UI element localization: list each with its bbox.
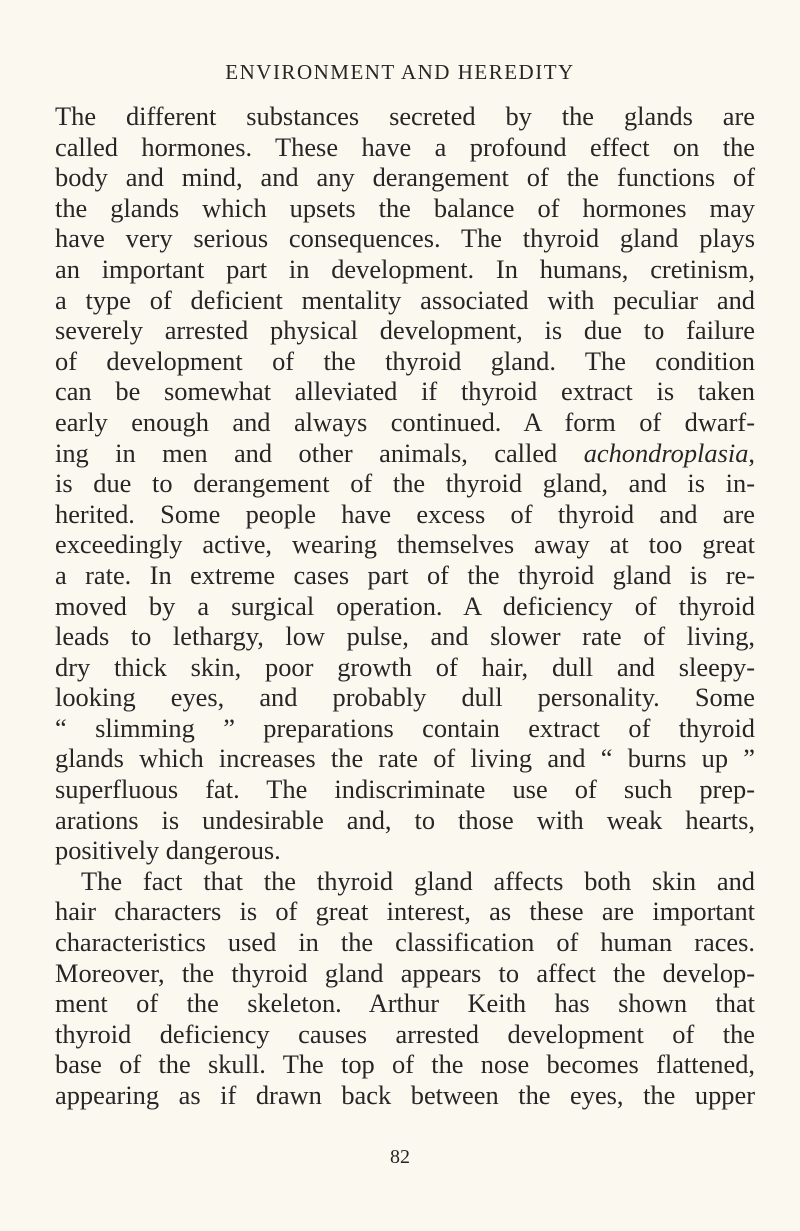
text-line: a rate. In extreme cases part of the thyroid gland is re- <box>55 559 755 590</box>
text-line: hair characters is of great interest, as these are important <box>55 896 755 927</box>
text-line: glands which increases the rate of living and “ burns up ” <box>55 743 755 774</box>
text-line: base of the skull. The top of the nose becomes flattened, <box>55 1049 755 1080</box>
text-line: looking eyes, and probably dull personality. Some <box>55 682 755 713</box>
text-line: can be somewhat alleviated if thyroid extract is taken <box>55 376 755 407</box>
text-line: exceedingly active, wearing themselves away at too great <box>55 529 755 560</box>
text-line: the glands which upsets the balance of hormones may <box>55 192 755 223</box>
text-line: body and mind, and any derangement of the functions of <box>55 162 755 193</box>
text-line: early enough and always continued. A form of dwarf- <box>55 406 755 437</box>
text-line: an important part in development. In humans, cretinism, <box>55 253 755 284</box>
text-segment: , <box>748 437 755 468</box>
text-line: arations is undesirable and, to those with weak hearts, <box>55 804 755 835</box>
text-line: thyroid deficiency causes arrested development of the <box>55 1018 755 1049</box>
text-line: called hormones. These have a profound effect on the <box>55 131 755 162</box>
text-line-achondroplasia <box>55 438 755 469</box>
text-line: severely arrested physical development, is due to failure <box>55 315 755 346</box>
text-line: moved by a surgical operation. A deficiency of thyroid <box>55 590 755 621</box>
text-line: herited. Some people have excess of thyroid and are <box>55 498 755 529</box>
text-line: a type of deficient mentality associated with peculiar and <box>55 284 755 315</box>
text-segment: ing in men and other animals, called <box>55 437 584 468</box>
text-line: dry thick skin, poor growth of hair, dull and sleepy- <box>55 651 755 682</box>
text-line-paragraph-end: positively dangerous. <box>55 835 281 866</box>
text-line: have very serious consequences. The thyroid gland plays <box>55 223 755 254</box>
italic-term: achondroplasia <box>583 437 749 468</box>
text-line: characteristics used in the classification of human races. <box>55 927 755 958</box>
text-line: Moreover, the thyroid gland appears to affect the develop- <box>55 957 755 988</box>
text-line: superfluous fat. The indiscriminate use of such prep- <box>55 774 755 805</box>
text-line: ment of the skeleton. Arthur Keith has shown that <box>55 988 755 1019</box>
running-head: ENVIRONMENT AND HEREDITY <box>225 60 575 84</box>
text-line: is due to derangement of the thyroid gland, and is in- <box>55 468 755 499</box>
text-line: The different substances secreted by the glands are <box>55 101 755 131</box>
text-line: leads to lethargy, low pulse, and slower rate of living, <box>55 621 755 652</box>
text-line: of development of the thyroid gland. The condition <box>55 345 755 376</box>
text-line-paragraph-start: The fact that the thyroid gland affects both skin and <box>81 865 755 896</box>
body-text <box>55 101 755 1111</box>
text-line: “ slimming ” preparations contain extract of thyroid <box>55 712 755 743</box>
page-number: 82 <box>390 1146 410 1168</box>
text-line: appearing as if drawn back between the eyes, the upper <box>55 1080 755 1110</box>
